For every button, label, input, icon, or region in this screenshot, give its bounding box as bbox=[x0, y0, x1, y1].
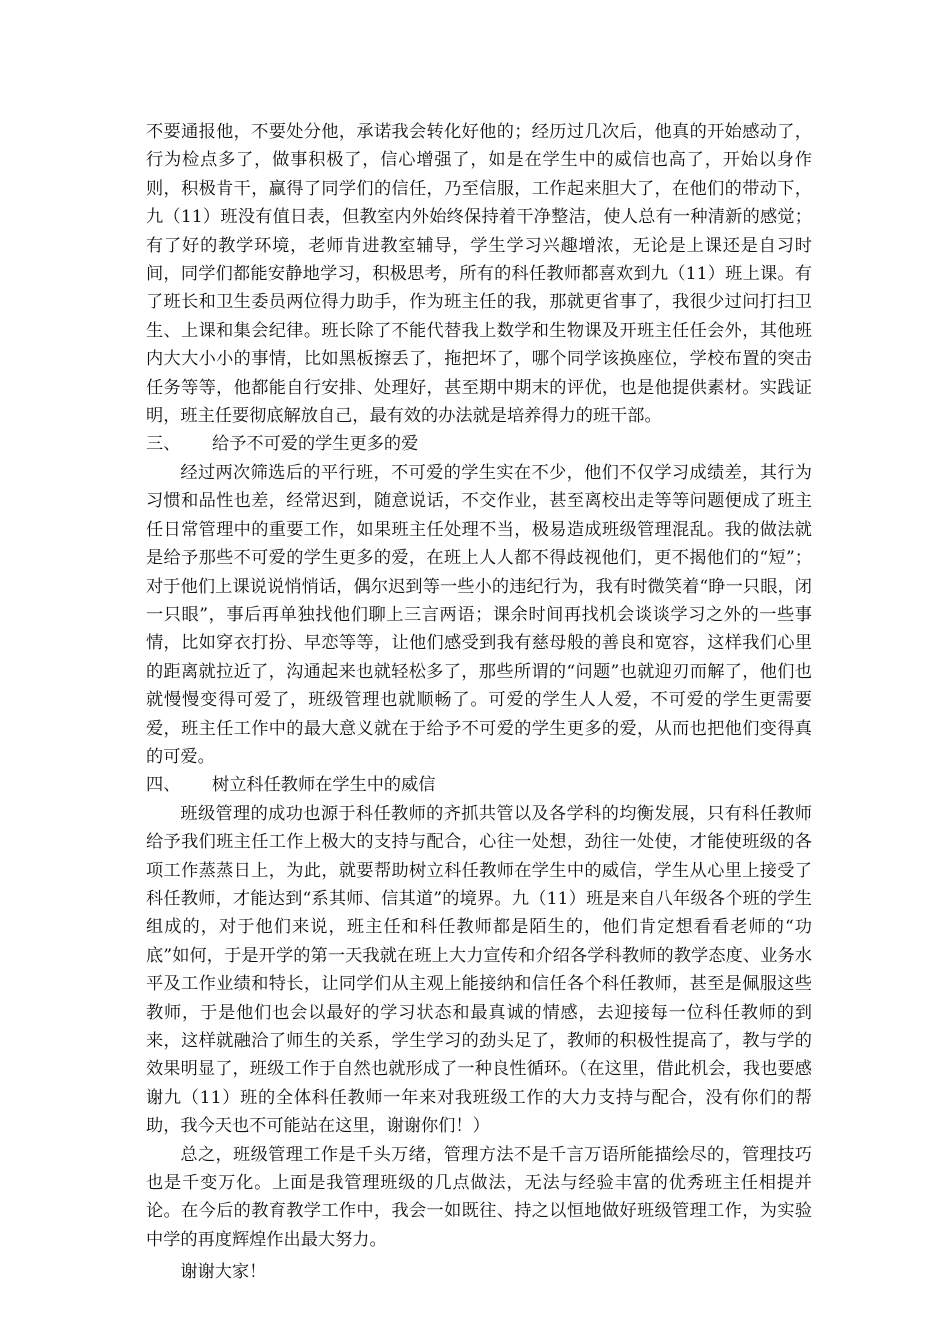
section-3-body: 经过两次筛选后的平行班，不可爱的学生实在不少，他们不仅学习成绩差，其行为习惯和品性也差，经常迟到，随意说话，不交作业，甚至离校出走等等问题便成了班主任日常管理中的重要工作，如果班主任处理不当，极易造成班级管理混乱。我的做法就是给予那些不可爱的学生更多的爱，在班上人人都不得歧视他们，更不揭他们的“短”；对于他们上课说说悄悄话，偶尔迟到等一些小的违纪行为，我有时微笑着“睁一只眼，闭一只眼”，事后再单独找他们聊上三言两语；课余时间再找机会谈谈学习之外的一些事情，比如穿衣打扮、早恋等等，让他们感受到我有慈母般的善良和宽容，这样我们心里的距离就拉近了，沟通起来也就轻松多了，那些所谓的“问题”也就迎刃而解了，他们也就慢慢变得可爱了，班级管理也就顺畅了。可爱的学生人人爱，不可爱的学生更需要爱，班主任工作中的最大意义就在于给予不可爱的学生更多的爱，从而也把他们变得真的可爱。 bbox=[146, 462, 812, 767]
section-3-title: 给予不可爱的学生更多的爱 bbox=[212, 434, 419, 455]
section-4-heading bbox=[146, 771, 812, 799]
paragraph-continued: 不要通报他，不要处分他，承诺我会转化好他的；经历过几次后，他真的开始感动了，行为检点多了，做事积极了，信心增强了，如是在学生中的威信也高了，开始以身作则，积极肯干，赢得了同学们的信任，乃至信服，工作起来胆大了，在他们的带动下，九（11）班没有值日表，但教室内外始终保持着干净整洁，使人总有一种清新的感觉；有了好的教学环境，老师肯进教室辅导，学生学习兴趣增浓，无论是上课还是自习时间，同学们都能安静地学习，积极思考，所有的科任教师都喜欢到九（11）班上课。有了班长和卫生委员两位得力助手，作为班主任的我，那就更省事了，我很少过问打扫卫生、上课和集会纪律。班长除了不能代替我上数学和生物课及开班主任任会外，其他班内大大小小的事情，比如黑板擦丢了，拖把坏了，哪个同学该换座位，学校布置的突击任务等等，他都能自行安排、处理好，甚至期中期末的评优，也是他提供素材。实践证明，班主任要彻底解放自己，最有效的办法就是培养得力的班干部。 bbox=[146, 122, 812, 427]
section-3-number: 三、 bbox=[146, 434, 181, 455]
document-page bbox=[146, 118, 812, 1287]
section-4-body: 班级管理的成功也源于科任教师的齐抓共管以及各学科的均衡发展，只有科任教师给予我们班主任工作上极大的支持与配合，心往一处想，劲往一处使，才能使班级的各项工作蒸蒸日上，为此，就要帮助树立科任教师在学生中的威信，学生从心里上接受了科任教师，才能达到“系其师、信其道”的境界。九（11）班是来自八年级各个班的学生组成的，对于他们来说，班主任和科任教师都是陌生的，他们肯定想看看老师的“功底”如何，于是开学的第一天我就在班上大力宣传和介绍各学科教师的教学态度、业务水平及工作业绩和特长，让同学们从主观上能接纳和信任各个科任教师，甚至是佩服这些教师，于是他们也会以最好的学习状态和最真诚的情感，去迎接每一位科任教师的到来，这样就融洽了师生的关系，学生学习的劲头足了，教师的积极性提高了，教与学的效果明显了，班级工作于自然也就形成了一种良性循环。（在这里，借此机会，我也要感谢九（11）班的全体科任教师一年来对我班级工作的大力支持与配合，没有你们的帮助，我今天也不可能站在这里，谢谢你们！） bbox=[146, 803, 812, 1137]
section-4-number: 四、 bbox=[146, 775, 181, 796]
thanks-line: 谢谢大家！ bbox=[180, 1262, 267, 1283]
section-4-title: 树立科任教师在学生中的威信 bbox=[212, 775, 436, 796]
conclusion-paragraph: 总之，班级管理工作是千头万绪，管理方法不是千言万语所能描绘尽的，管理技巧也是千变万化。上面是我管理班级的几点做法，无法与经验丰富的优秀班主任相提并论。在今后的教育教学工作中，我会一如既往、持之以恒地做好班级管理工作，为实验中学的再度辉煌作出最大努力。 bbox=[146, 1144, 812, 1250]
section-3-heading bbox=[146, 430, 812, 458]
